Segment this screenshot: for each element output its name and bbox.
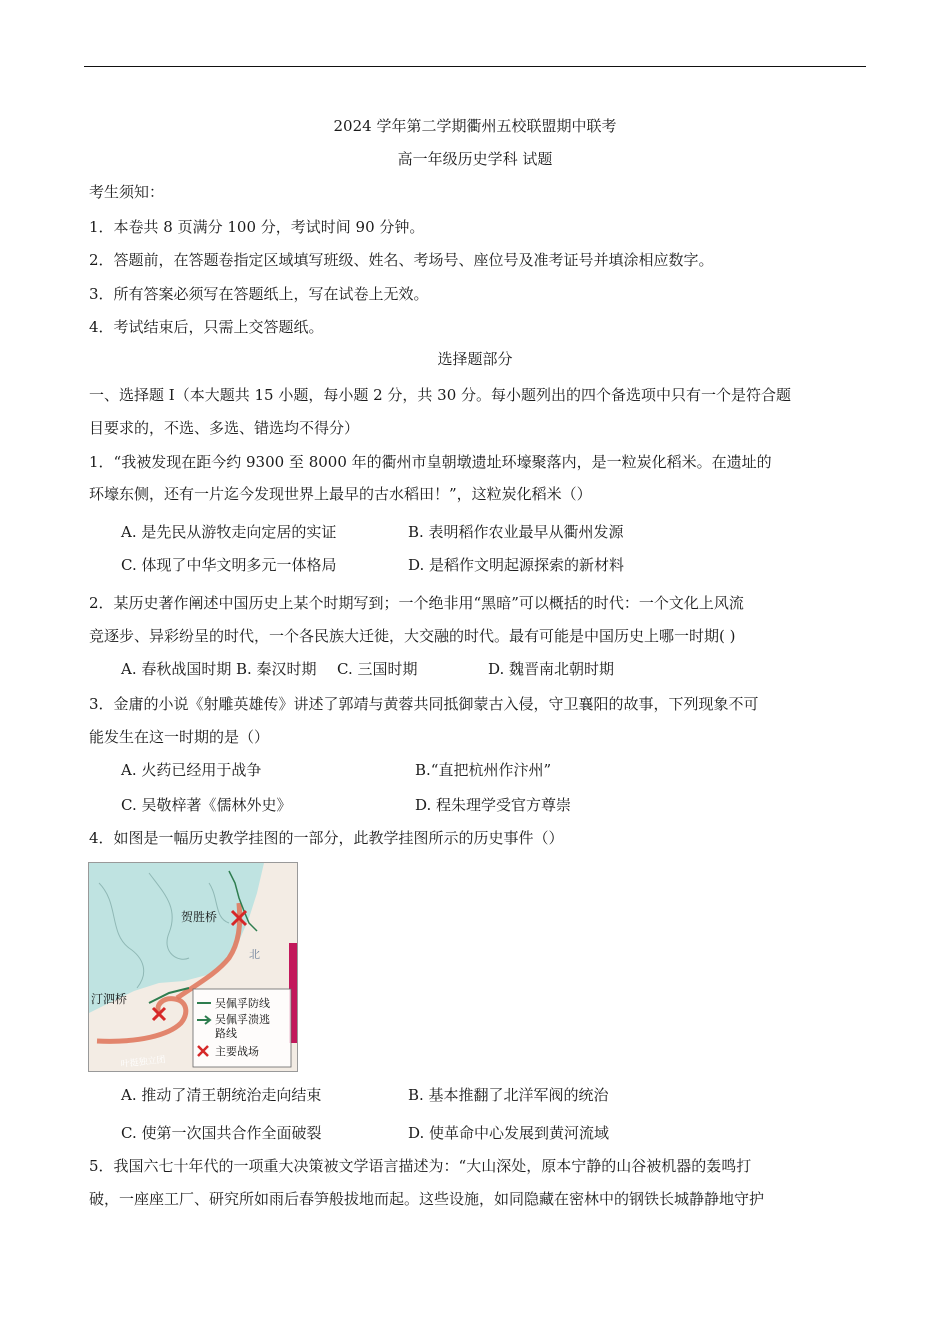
question-2-option-a: A. 春秋战国时期 <box>121 660 232 678</box>
question-1-option-b: B. 表明稻作农业最早从衢州发源 <box>408 523 624 541</box>
question-4-option-b: B. 基本推翻了北洋军阀的统治 <box>408 1086 609 1104</box>
question-5-line-1: 5．我国六七十年代的一项重大决策被文学语言描述为：“大山深处，原本宁静的山谷被机器的轰鸣打 <box>89 1157 752 1175</box>
question-4-option-d: D. 使革命中心发展到黄河流域 <box>408 1124 610 1142</box>
exam-subtitle: 高一年级历史学科 试题 <box>397 150 553 168</box>
notice-item-4: 4．考试结束后，只需上交答题纸。 <box>89 318 324 336</box>
question-1-option-c: C. 体现了中华文明多元一体格局 <box>121 556 337 574</box>
notice-item-3: 3．所有答案必须写在答题纸上，写在试卷上无效。 <box>89 285 429 303</box>
label-tingsi-bridge: 汀泗桥 <box>91 992 128 1006</box>
question-2-option-c: C. 三国时期 <box>337 660 418 678</box>
map-legend <box>193 989 291 1067</box>
question-2-line-2: 竞逐步、异彩纷呈的时代，一个各民族大迁徙，大交融的时代。最有可能是中国历史上哪一时期( ) <box>89 627 736 645</box>
question-2-option-d: D. 魏晋南北朝时期 <box>488 660 615 678</box>
legend-battle-label: 主要战场 <box>215 1045 259 1058</box>
exam-title: 2024 学年第二学期衢州五校联盟期中联考 <box>333 117 617 135</box>
legend-retreat-label: 吴佩孚溃逃 <box>215 1013 270 1026</box>
question-1-line-1: 1．“我被发现在距今约 9300 至 8000 年的衢州市皇朝墩遗址环壕聚落内，是一粒炭化稻米。在遗址的 <box>89 453 772 471</box>
question-3-option-a: A. 火药已经用于战争 <box>121 761 262 779</box>
question-4-line-1: 4．如图是一幅历史教学挂图的一部分，此教学挂图所示的历史事件（） <box>89 829 564 847</box>
question-3-option-b: B.“直把杭州作汴州” <box>415 761 552 779</box>
question-5-line-2: 破，一座座工厂、研究所如雨后春笋般拔地而起。这些设施，如同隐藏在密林中的钢铁长城静静地守护 <box>89 1190 765 1208</box>
question-3-line-1: 3．金庸的小说《射雕英雄传》讲述了郭靖与黄蓉共同抵御蒙古入侵，守卫襄阳的故事，下列现象不可 <box>89 695 759 713</box>
section-title: 选择题部分 <box>437 350 513 368</box>
question-1-option-d: D. 是稻作文明起源探索的新材料 <box>408 556 625 574</box>
notice-heading: 考生须知： <box>89 183 165 201</box>
legend-defense-label: 吴佩孚防线 <box>215 997 270 1010</box>
section-intro-line-1: 一、选择题 I（本大题共 15 小题，每小题 2 分，共 30 分。每小题列出的四个备选项中只有一个是符合题 <box>89 386 792 404</box>
question-2-option-b: B. 秦汉时期 <box>236 660 317 678</box>
question-1-line-2: 环壕东侧，还有一片迄今发现世界上最早的古水稻田！”，这粒炭化稻米（） <box>89 485 592 503</box>
header-rule <box>84 66 866 67</box>
question-4-option-c: C. 使第一次国共合作全面破裂 <box>121 1124 322 1142</box>
section-intro-line-2: 目要求的，不选、多选、错选均不得分） <box>89 419 360 437</box>
label-ye-ting: 叶挺独立团 <box>120 1055 167 1070</box>
notice-item-1: 1．本卷共 8 页满分 100 分，考试时间 90 分钟。 <box>89 218 425 236</box>
question-3-option-c: C. 吴敬梓著《儒林外史》 <box>121 796 292 814</box>
question-3-option-d: D. 程朱理学受官方尊崇 <box>415 796 572 814</box>
question-4-option-a: A. 推动了清王朝统治走向结束 <box>121 1086 322 1104</box>
notice-item-2: 2．答题前，在答题卷指定区域填写班级、姓名、考场号、座位号及准考证号并填涂相应数字。 <box>89 251 714 269</box>
label-north: 北 <box>249 948 260 961</box>
question-2-line-1: 2．某历史著作阐述中国历史上某个时期写到；一个绝非用“黑暗”可以概括的时代：一个文化上风流 <box>89 594 744 612</box>
question-3-line-2: 能发生在这一时期的是（） <box>89 728 270 746</box>
question-1-option-a: A. 是先民从游牧走向定居的实证 <box>121 523 337 541</box>
northern-expedition-map <box>88 862 298 1072</box>
legend-retreat-label-2: 路线 <box>215 1027 237 1040</box>
label-hesheng-bridge: 贺胜桥 <box>181 910 218 924</box>
